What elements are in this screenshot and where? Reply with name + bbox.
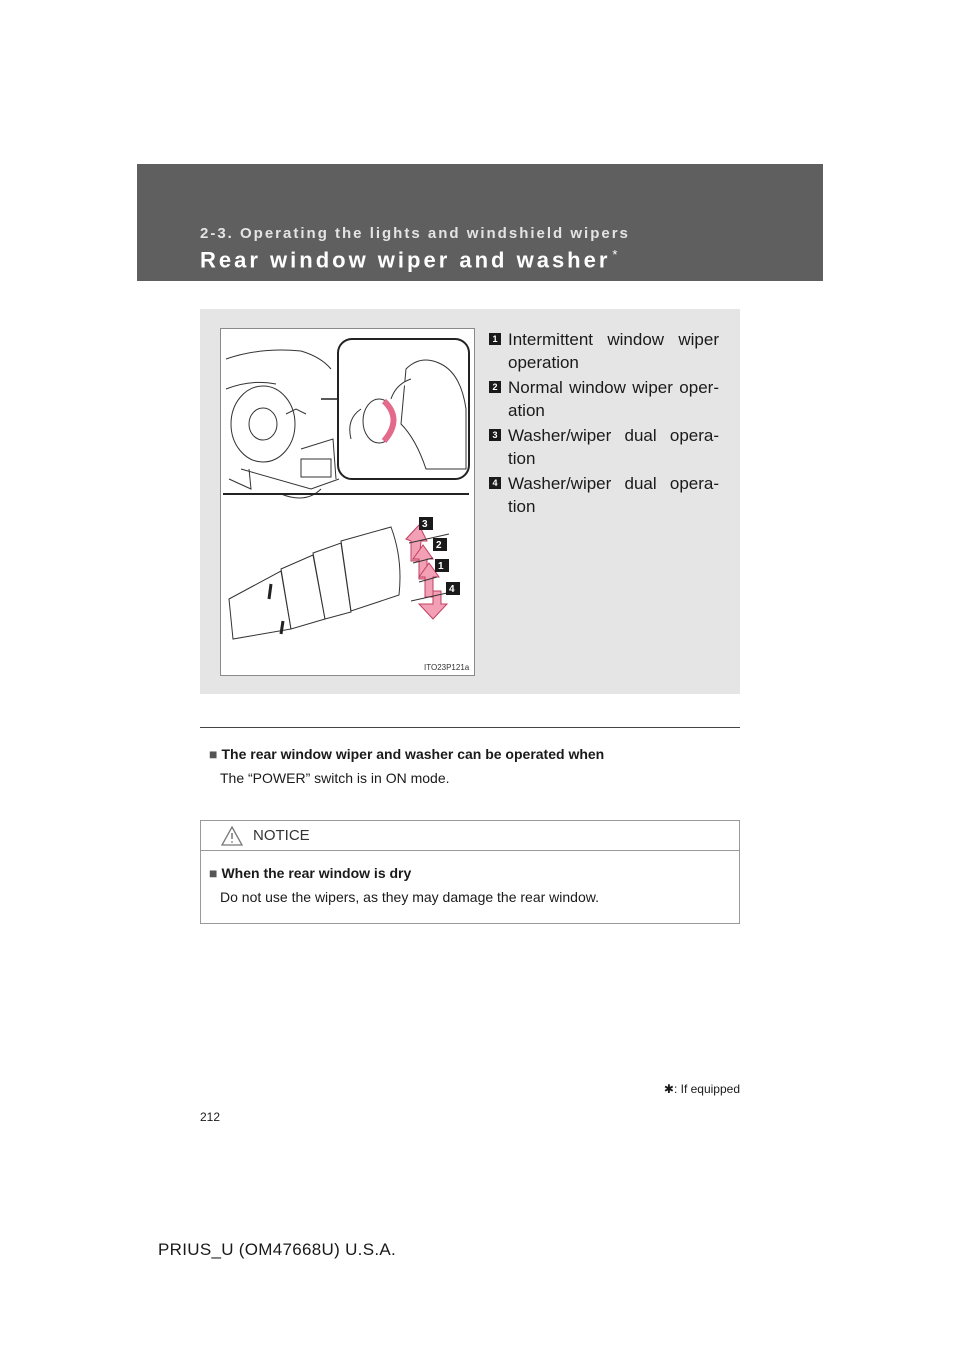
notice-heading-text: When the rear window is dry	[221, 865, 412, 881]
warning-triangle-icon	[221, 826, 243, 846]
legend-item	[489, 424, 719, 470]
legend-text: Intermittent window wiper operation	[508, 330, 719, 372]
legend-item	[489, 328, 719, 374]
wiper-lever-drawing	[221, 329, 474, 675]
legend-item	[489, 472, 719, 518]
legend-number: 2	[489, 381, 501, 393]
legend-text: Washer/wiper dual opera-tion	[508, 426, 719, 468]
legend-number: 4	[489, 477, 501, 489]
asterisk-icon: ✱	[663, 1082, 674, 1096]
section-title: 2-3. Operating the lights and windshield wipers	[200, 225, 630, 242]
callout-4: 4	[449, 584, 455, 595]
operation-body: The “POWER” switch is in ON mode.	[220, 770, 450, 786]
callout-1: 1	[438, 561, 444, 572]
bullet-square-icon: ■	[209, 746, 218, 762]
footnote-text: : If equipped	[673, 1082, 740, 1096]
footnote	[664, 1082, 740, 1096]
page-number: 212	[200, 1110, 221, 1124]
figure-code: ITO23P121a	[424, 663, 470, 672]
callout-2: 2	[436, 540, 442, 551]
legend-text: Washer/wiper dual opera-tion	[508, 474, 719, 516]
legend-number: 1	[489, 333, 501, 345]
notice-heading	[209, 865, 411, 881]
legend-text: Normal window wiper oper-ation	[508, 378, 719, 420]
page-title	[200, 247, 617, 273]
divider	[200, 727, 740, 728]
notice-body: Do not use the wipers, as they may damage the rear window.	[220, 889, 599, 905]
wiper-illustration	[220, 328, 475, 676]
notice-box	[200, 820, 740, 924]
legend-number: 3	[489, 429, 501, 441]
operation-heading-text: The rear window wiper and washer can be operated when	[221, 746, 605, 762]
operation-heading	[209, 746, 604, 762]
bullet-square-icon: ■	[209, 865, 218, 881]
page-title-text: Rear window wiper and washer	[200, 247, 611, 273]
document-footer: PRIUS_U (OM47668U) U.S.A.	[158, 1240, 397, 1259]
callout-3: 3	[422, 519, 428, 530]
notice-label: NOTICE	[253, 827, 310, 844]
legend-item	[489, 376, 719, 422]
notice-header	[201, 821, 739, 851]
equipped-mark: *	[612, 247, 618, 262]
figure-legend	[489, 328, 719, 520]
